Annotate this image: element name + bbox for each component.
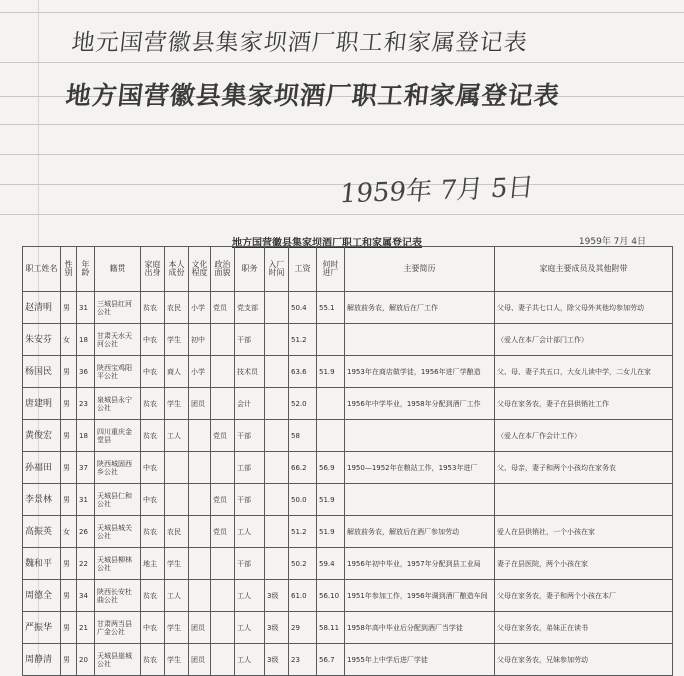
family-class-cell: 贫农	[141, 516, 165, 548]
resume-cell: 1953年在商店做学徒，1956年进厂学酿造	[345, 356, 495, 388]
table-row	[23, 612, 673, 644]
origin-cell: 陕西城固西乡公社	[95, 452, 141, 484]
education-cell: 小学	[189, 356, 211, 388]
personal-class-cell: 工人	[165, 420, 189, 452]
column-header: 本人成份	[165, 247, 189, 292]
gender-cell: 男	[61, 580, 77, 612]
name-cell: 周德全	[23, 580, 61, 612]
position-cell: 干部	[235, 548, 265, 580]
entry-date-cell: 58.11	[317, 612, 345, 644]
political-status-cell	[211, 324, 235, 356]
family-class-cell: 贫农	[141, 388, 165, 420]
age-cell: 34	[77, 580, 95, 612]
entry-date-cell	[317, 324, 345, 356]
family-members-cell: 父、母亲，妻子和两个小孩均在家务农	[495, 452, 673, 484]
origin-cell: 甘肃天水天河公社	[95, 324, 141, 356]
gender-cell: 男	[61, 388, 77, 420]
entry-date-cell: 56.7	[317, 644, 345, 676]
personal-class-cell: 学生	[165, 324, 189, 356]
resume-cell	[345, 324, 495, 356]
column-header: 家庭出身	[141, 247, 165, 292]
personal-class-cell: 商人	[165, 356, 189, 388]
entry-date-cell: 59.4	[317, 548, 345, 580]
column-header: 入厂时间	[265, 247, 289, 292]
personal-class-cell: 学生	[165, 388, 189, 420]
resume-cell: 1956年初中毕业，1957年分配到县工业局	[345, 548, 495, 580]
column-header: 性别	[61, 247, 77, 292]
age-cell: 21	[77, 612, 95, 644]
age-cell: 20	[77, 644, 95, 676]
entry-date-cell: 55.1	[317, 292, 345, 324]
wage-cell: 50.2	[289, 548, 317, 580]
entry-date-cell: 51.9	[317, 356, 345, 388]
family-class-cell: 贫农	[141, 292, 165, 324]
gender-cell: 男	[61, 356, 77, 388]
header-row	[23, 247, 673, 292]
position-cell: 工部	[235, 452, 265, 484]
name-cell: 杨国民	[23, 356, 61, 388]
join-time-cell: 3级	[265, 644, 289, 676]
name-cell: 严振华	[23, 612, 61, 644]
education-cell	[189, 420, 211, 452]
age-cell: 26	[77, 516, 95, 548]
resume-cell: 解放前务农，解放后在厂工作	[345, 292, 495, 324]
gender-cell: 女	[61, 516, 77, 548]
family-members-cell: 爱人在县供销社，一个小孩在家	[495, 516, 673, 548]
family-class-cell: 地主	[141, 548, 165, 580]
name-cell: 李景林	[23, 484, 61, 516]
table-row	[23, 548, 673, 580]
join-time-cell	[265, 484, 289, 516]
origin-cell: 三城县红河公社	[95, 292, 141, 324]
gender-cell: 男	[61, 484, 77, 516]
wage-cell: 51.2	[289, 324, 317, 356]
personal-class-cell: 工人	[165, 580, 189, 612]
political-status-cell: 党员	[211, 484, 235, 516]
personal-class-cell: 农民	[165, 516, 189, 548]
political-status-cell: 党员	[211, 420, 235, 452]
personal-class-cell: 农民	[165, 292, 189, 324]
join-time-cell	[265, 420, 289, 452]
family-class-cell: 贫农	[141, 580, 165, 612]
political-status-cell: 党员	[211, 292, 235, 324]
position-cell: 干部	[235, 324, 265, 356]
handwritten-date: 1959年 7月 5日	[338, 172, 536, 210]
column-header: 职务	[235, 247, 265, 292]
origin-cell: 泉城县永宁公社	[95, 388, 141, 420]
column-header: 家庭主要成员及其他附带	[495, 247, 673, 292]
gender-cell: 男	[61, 292, 77, 324]
resume-cell: 1956年中学毕业，1958年分配到酒厂工作	[345, 388, 495, 420]
name-cell: 朱安芬	[23, 324, 61, 356]
resume-cell	[345, 420, 495, 452]
family-members-cell: 父、母、妻子共五口，大女儿读中学，二女儿在家	[495, 356, 673, 388]
family-members-cell: 父母在家务农，弟妹正在读书	[495, 612, 673, 644]
table-row	[23, 644, 673, 676]
family-class-cell: 中农	[141, 612, 165, 644]
position-cell: 工人	[235, 612, 265, 644]
wage-cell: 50.0	[289, 484, 317, 516]
wage-cell: 63.6	[289, 356, 317, 388]
gender-cell: 男	[61, 420, 77, 452]
wage-cell: 52.0	[289, 388, 317, 420]
family-members-cell: 妻子在县医院，两个小孩在家	[495, 548, 673, 580]
handwritten-title-second: 地方国营徽县集家坝酒厂职工和家属登记表	[64, 81, 562, 110]
age-cell: 23	[77, 388, 95, 420]
family-members-cell: 父母在家务农，兄妹参加劳动	[495, 644, 673, 676]
table-row	[23, 388, 673, 420]
position-cell: 会计	[235, 388, 265, 420]
position-cell: 干部	[235, 420, 265, 452]
wage-cell: 61.0	[289, 580, 317, 612]
origin-cell: 甘肃两当县广金公社	[95, 612, 141, 644]
entry-date-cell: 51.9	[317, 484, 345, 516]
political-status-cell	[211, 452, 235, 484]
table-row	[23, 484, 673, 516]
political-status-cell	[211, 548, 235, 580]
wage-cell: 66.2	[289, 452, 317, 484]
origin-cell: 陕西宝鸡阳平公社	[95, 356, 141, 388]
education-cell: 团员	[189, 388, 211, 420]
register-sheet	[22, 234, 672, 668]
age-cell: 18	[77, 420, 95, 452]
origin-cell: 四川重庆金堂县	[95, 420, 141, 452]
table-row	[23, 420, 673, 452]
join-time-cell	[265, 516, 289, 548]
name-cell: 黄俊宏	[23, 420, 61, 452]
ruled-line	[0, 62, 684, 63]
education-cell	[189, 580, 211, 612]
personal-class-cell: 学生	[165, 612, 189, 644]
ruled-line	[0, 124, 684, 125]
table-row	[23, 516, 673, 548]
table-row	[23, 292, 673, 324]
position-cell: 工人	[235, 580, 265, 612]
register-body	[23, 292, 673, 676]
political-status-cell	[211, 644, 235, 676]
sheet-title: 地方国营徽县集家坝酒厂职工和家属登记表	[232, 238, 422, 249]
age-cell: 18	[77, 324, 95, 356]
family-class-cell: 中农	[141, 484, 165, 516]
column-header: 工资	[289, 247, 317, 292]
political-status-cell	[211, 580, 235, 612]
political-status-cell: 党员	[211, 516, 235, 548]
name-cell: 周静清	[23, 644, 61, 676]
age-cell: 37	[77, 452, 95, 484]
entry-date-cell	[317, 420, 345, 452]
family-members-cell	[495, 484, 673, 516]
gender-cell: 男	[61, 548, 77, 580]
education-cell: 小学	[189, 292, 211, 324]
resume-cell: 1950—1952年在粮站工作，1953年进厂	[345, 452, 495, 484]
join-time-cell: 3级	[265, 612, 289, 644]
join-time-cell	[265, 548, 289, 580]
family-members-cell: 父母、妻子共七口人，除父母外其他均参加劳动	[495, 292, 673, 324]
column-header: 主要简历	[345, 247, 495, 292]
position-cell: 工人	[235, 644, 265, 676]
gender-cell: 女	[61, 324, 77, 356]
education-cell: 团员	[189, 644, 211, 676]
name-cell: 高振英	[23, 516, 61, 548]
family-class-cell: 贫农	[141, 644, 165, 676]
education-cell	[189, 484, 211, 516]
education-cell	[189, 516, 211, 548]
column-header: 何时进厂	[317, 247, 345, 292]
name-cell: 赵清明	[23, 292, 61, 324]
sheet-date: 1959年 7月 4日	[578, 237, 646, 247]
wage-cell: 29	[289, 612, 317, 644]
handwritten-title-first: 地元国营徽县集家坝酒厂职工和家属登记表	[70, 30, 530, 56]
origin-cell: 陕西长安杜曲公社	[95, 580, 141, 612]
education-cell	[189, 452, 211, 484]
age-cell: 31	[77, 292, 95, 324]
position-cell: 技术员	[235, 356, 265, 388]
register-table	[22, 246, 673, 676]
ruled-line	[0, 214, 684, 215]
family-class-cell: 贫农	[141, 420, 165, 452]
join-time-cell	[265, 292, 289, 324]
name-cell: 魏和平	[23, 548, 61, 580]
personal-class-cell: 学生	[165, 644, 189, 676]
wage-cell: 58	[289, 420, 317, 452]
political-status-cell	[211, 356, 235, 388]
join-time-cell	[265, 324, 289, 356]
political-status-cell	[211, 388, 235, 420]
age-cell: 31	[77, 484, 95, 516]
table-row	[23, 452, 673, 484]
ruled-line	[0, 12, 684, 13]
education-cell: 团员	[189, 612, 211, 644]
position-cell: 党支部	[235, 292, 265, 324]
origin-cell: 天城县崖城公社	[95, 644, 141, 676]
personal-class-cell	[165, 452, 189, 484]
education-cell	[189, 548, 211, 580]
entry-date-cell: 56.10	[317, 580, 345, 612]
column-header: 年龄	[77, 247, 95, 292]
column-header: 籍贯	[95, 247, 141, 292]
wage-cell: 51.2	[289, 516, 317, 548]
family-class-cell: 中农	[141, 452, 165, 484]
table-row	[23, 356, 673, 388]
wage-cell: 50.4	[289, 292, 317, 324]
origin-cell: 天城县仁和公社	[95, 484, 141, 516]
position-cell: 干部	[235, 484, 265, 516]
ruled-line	[0, 154, 684, 155]
entry-date-cell: 56.9	[317, 452, 345, 484]
personal-class-cell: 学生	[165, 548, 189, 580]
wage-cell: 23	[289, 644, 317, 676]
personal-class-cell	[165, 484, 189, 516]
resume-cell: 1958年高中毕业后分配到酒厂当学徒	[345, 612, 495, 644]
family-class-cell: 中农	[141, 324, 165, 356]
name-cell: 孙福田	[23, 452, 61, 484]
political-status-cell	[211, 612, 235, 644]
resume-cell: 1955年上中学后进厂学徒	[345, 644, 495, 676]
name-cell: 唐建明	[23, 388, 61, 420]
join-time-cell: 3级	[265, 580, 289, 612]
resume-cell: 解放前务农，解放后在酒厂参加劳动	[345, 516, 495, 548]
table-row	[23, 580, 673, 612]
age-cell: 22	[77, 548, 95, 580]
entry-date-cell	[317, 388, 345, 420]
table-row	[23, 324, 673, 356]
age-cell: 36	[77, 356, 95, 388]
family-members-cell: （爱人在本厂会计部门工作）	[495, 324, 673, 356]
gender-cell: 男	[61, 644, 77, 676]
gender-cell: 男	[61, 452, 77, 484]
education-cell: 初中	[189, 324, 211, 356]
column-header: 职工姓名	[23, 247, 61, 292]
origin-cell: 天城县柳林公社	[95, 548, 141, 580]
gender-cell: 男	[61, 612, 77, 644]
join-time-cell	[265, 356, 289, 388]
join-time-cell	[265, 388, 289, 420]
resume-cell	[345, 484, 495, 516]
entry-date-cell: 51.9	[317, 516, 345, 548]
column-header: 文化程度	[189, 247, 211, 292]
origin-cell: 天城县城关公社	[95, 516, 141, 548]
family-class-cell: 中农	[141, 356, 165, 388]
family-members-cell: 父母在家务农，妻子在县供销社工作	[495, 388, 673, 420]
family-members-cell: 父母在家务农，妻子和两个小孩在本厂	[495, 580, 673, 612]
resume-cell: 1951年参加工作，1956年调到酒厂酿造车间	[345, 580, 495, 612]
column-header: 政治面貌	[211, 247, 235, 292]
join-time-cell	[265, 452, 289, 484]
position-cell: 工人	[235, 516, 265, 548]
family-members-cell: （爱人在本厂作会计工作）	[495, 420, 673, 452]
